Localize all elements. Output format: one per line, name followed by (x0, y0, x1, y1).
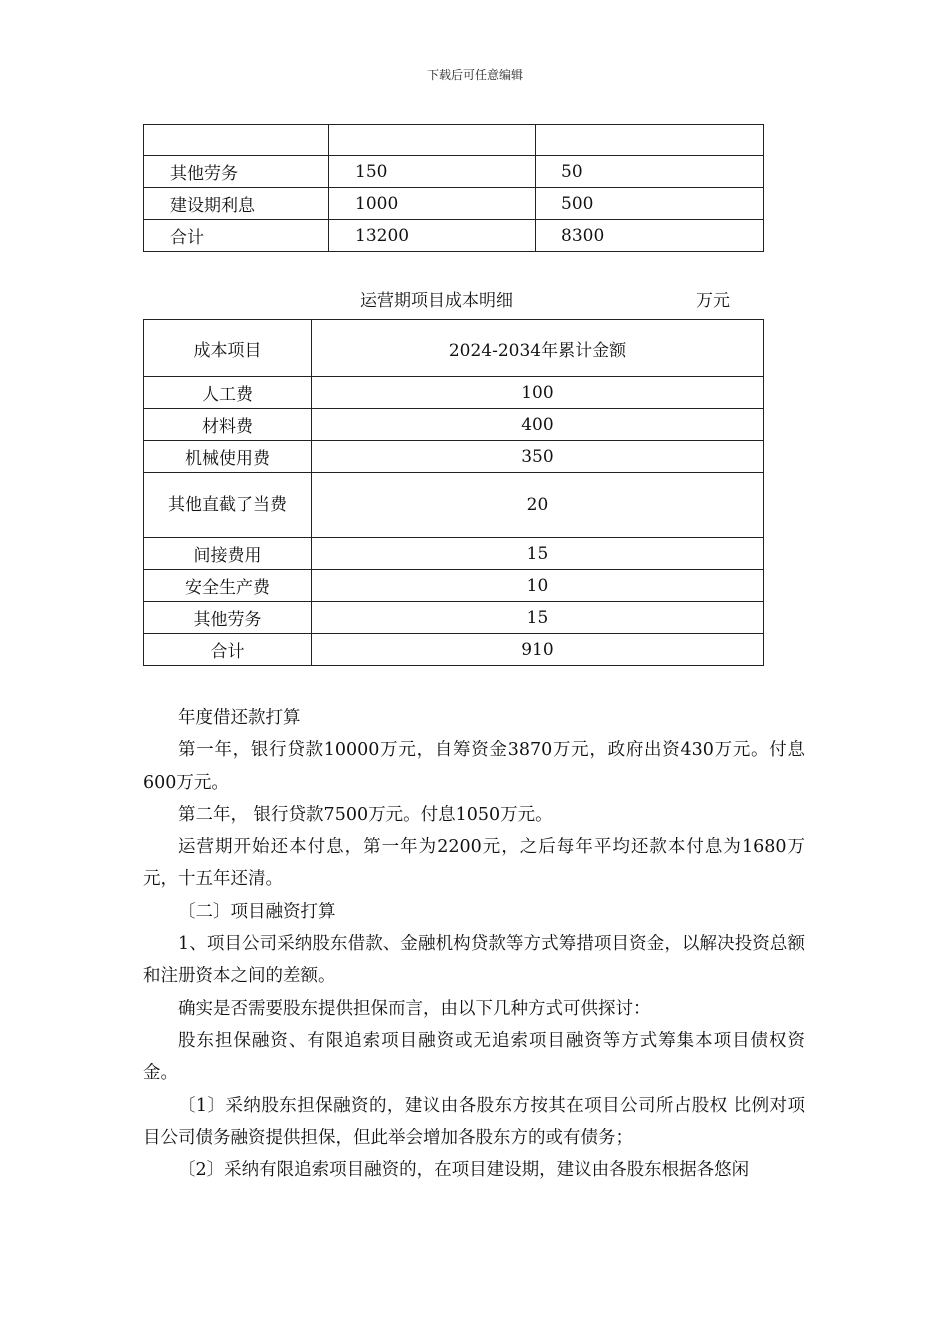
table-row (144, 156, 764, 188)
table-cell: 910 (311, 634, 763, 666)
table-cell: 150 (329, 156, 536, 188)
table-row (144, 188, 764, 220)
paragraph: 〔二〕项目融资打算 (178, 901, 336, 922)
paragraph: 第二年， 银行贷款7500万元。付息1050万元。 (178, 804, 553, 825)
table-cell: 100 (311, 377, 763, 409)
paragraph: 〔2〕采纳有限追索项目融资的，在项目建设期，建议由各股东根据各悠闲 (178, 1160, 750, 1181)
body-text (143, 702, 805, 1186)
paragraph: 年度借还款打算 (178, 708, 301, 728)
page-header: 下载后可任意编辑 (426, 68, 523, 82)
table-row (144, 538, 764, 570)
table-row (144, 220, 764, 252)
table-row (144, 441, 764, 473)
paragraph: 1、项目公司采纳股东借款、金融机构贷款等方式筹措项目资金，以解决投资总额和注册资本之间的差额。 (143, 934, 805, 987)
paragraph: 〔1〕采纳股东担保融资的，建议由各股东方按其在项目公司所占股权 比例对项目公司债务融资提供担保，但此举会增加各股东方的或有债务； (143, 1095, 805, 1148)
table-cell: 合计 (144, 220, 329, 252)
table-cell: 其他劳务 (144, 156, 329, 188)
table-cell: 15 (311, 602, 763, 634)
paragraph: 确实是否需要股东提供担保而言，由以下几种方式可供探讨： (178, 998, 651, 1019)
table-cell: 15 (311, 538, 763, 570)
table-cell: 建设期利息 (144, 188, 329, 220)
table-cell: 350 (311, 441, 763, 473)
table-row (144, 634, 764, 666)
table-cell: 安全生产费 (144, 570, 312, 602)
table-cell: 其他劳务 (144, 602, 312, 634)
table-unit: 万元 (696, 291, 730, 311)
table-cell: 50 (536, 156, 764, 188)
table-row (144, 409, 764, 441)
table-cell (329, 125, 536, 156)
table-cell: 10 (311, 570, 763, 602)
table-cell: 机械使用费 (144, 441, 312, 473)
column-header: 2024-2034年累计金额 (311, 320, 763, 377)
table-cell: 人工费 (144, 377, 312, 409)
table-header-row (144, 320, 764, 377)
table-cell: 间接费用 (144, 538, 312, 570)
paragraph: 运营期开始还本付息，第一年为2200元，之后每年平均还款本付息为1680万元，十五年还清。 (143, 837, 805, 890)
table-cell-text: 其他直截了当费 (167, 495, 287, 515)
table-cell: 1000 (329, 188, 536, 220)
operating-cost-table (143, 319, 764, 666)
table-row (144, 602, 764, 634)
table-cell (144, 125, 329, 156)
paragraph: 股东担保融资、有限追索项目融资或无追索项目融资等方式筹集本项目债权资金。 (143, 1030, 805, 1084)
table-cell (536, 125, 764, 156)
table-title: 运营期项目成本明细 (360, 291, 513, 311)
table-row (144, 377, 764, 409)
table-row (144, 125, 764, 156)
table-cell: 500 (536, 188, 764, 220)
table-cell: 20 (311, 473, 763, 538)
paragraph: 第一年，银行贷款10000万元，自筹资金3870万元，政府出资430万元。付息600万元。 (143, 740, 805, 793)
table-cell: 400 (311, 409, 763, 441)
table-cell: 材料费 (144, 409, 312, 441)
table-row (144, 473, 764, 538)
table-cell: 8300 (536, 220, 764, 252)
table-cell (144, 473, 312, 538)
table-row (144, 570, 764, 602)
column-header: 成本项目 (144, 320, 312, 377)
table-cell: 合计 (144, 634, 312, 666)
construction-cost-table (143, 124, 764, 252)
table-cell: 13200 (329, 220, 536, 252)
